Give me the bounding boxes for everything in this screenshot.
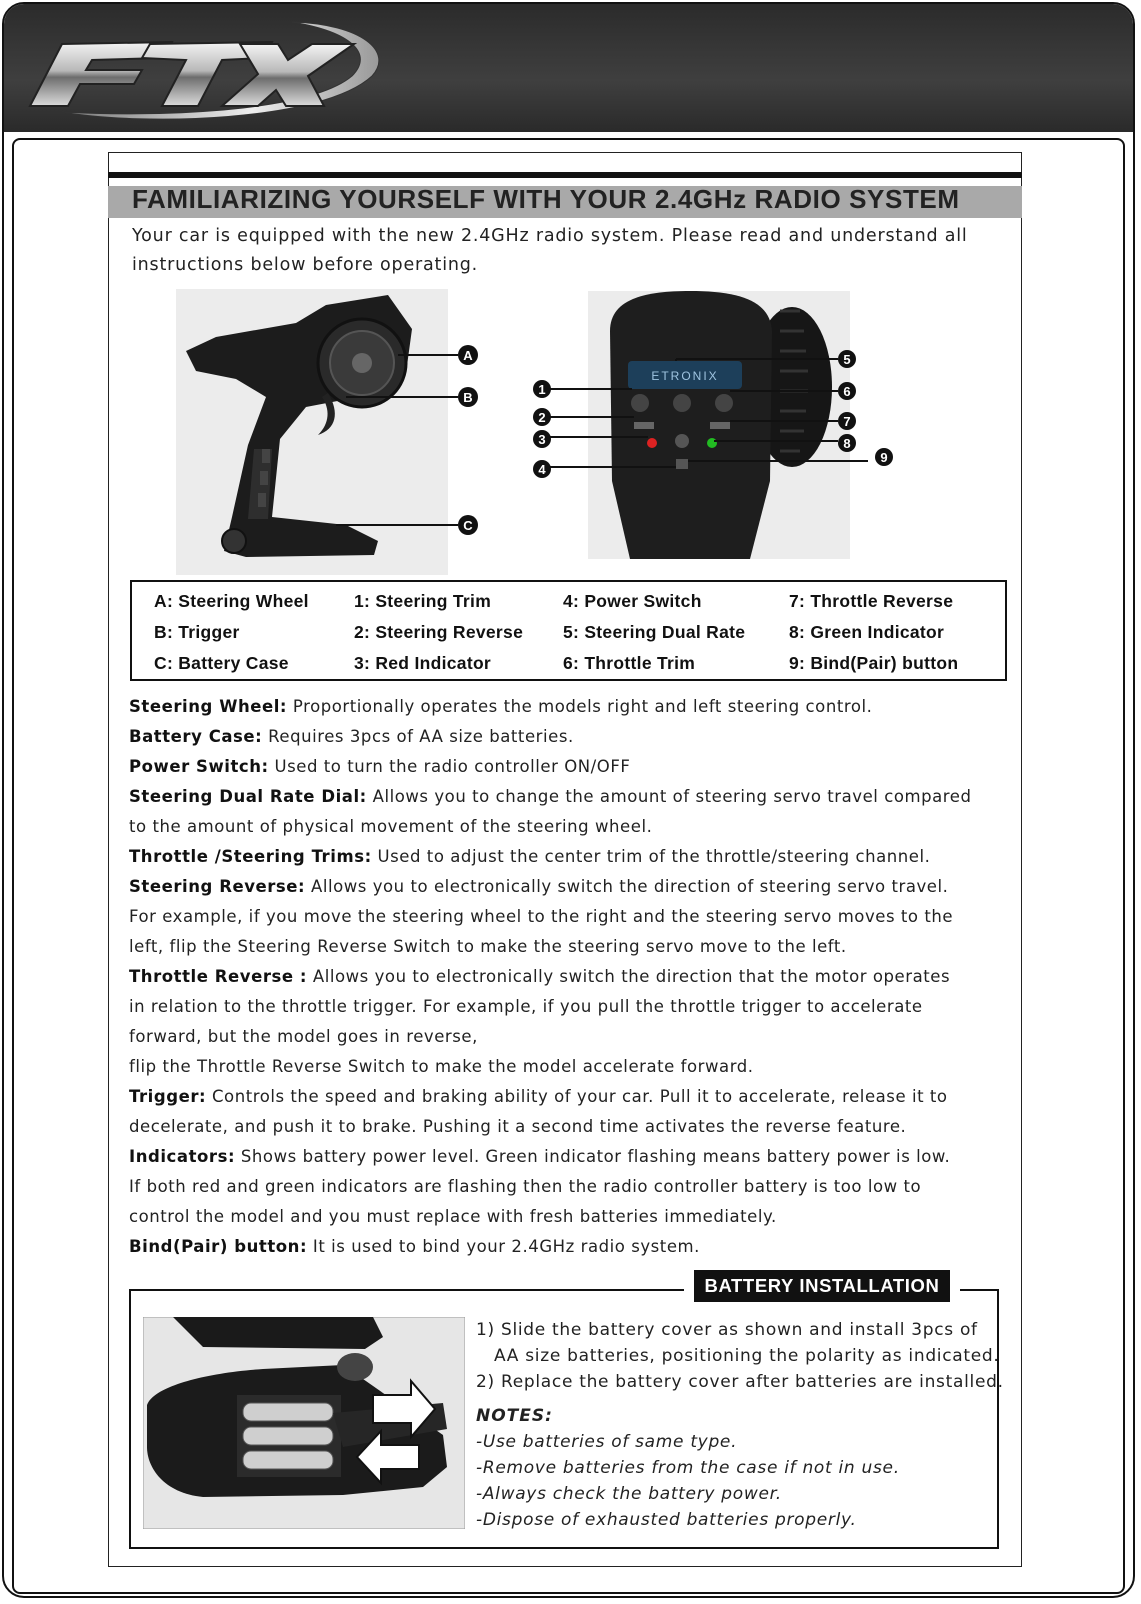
battery-step-1-cont: AA size batteries, positioning the polarity as indicated. <box>494 1346 1000 1366</box>
desc-line: Battery Case: Requires 3pcs of AA size batteries. <box>129 727 574 746</box>
callout-6: 6 <box>843 384 851 399</box>
desc-line: decelerate, and push it to brake. Pushing it a second time activates the reverse feature. <box>129 1117 907 1136</box>
ref-green-indicator: 8: Green Indicator <box>789 622 945 642</box>
svg-text:C: C <box>463 518 473 533</box>
ref-steering-trim: 1: Steering Trim <box>354 591 492 611</box>
callout-8: 8 <box>843 436 851 451</box>
callout-4: 4 <box>538 462 546 477</box>
desc-line: Power Switch: Used to turn the radio controller ON/OFF <box>129 757 631 776</box>
note-item: -Dispose of exhausted batteries properly. <box>476 1510 857 1530</box>
callout-a <box>458 345 478 365</box>
ref-battery-case: C: Battery Case <box>154 653 289 673</box>
note-item: -Remove batteries from the case if not in use. <box>476 1458 900 1478</box>
ref-bind-button: 9: Bind(Pair) button <box>789 653 959 673</box>
desc-line: Throttle Reverse : Allows you to electronically switch the direction that the motor operates <box>129 967 951 986</box>
svg-text:A: A <box>463 348 473 363</box>
etronix-label: ETRONIX <box>651 369 719 383</box>
ref-throttle-trim: 6: Throttle Trim <box>563 653 696 673</box>
desc-line: Steering Wheel: Proportionally operates the models right and left steering control. <box>129 697 873 716</box>
desc-line: Indicators: Shows battery power level. Green indicator flashing means battery power is low. <box>129 1147 951 1166</box>
transmitter-front-photo <box>530 291 910 561</box>
ref-steering-wheel: A: Steering Wheel <box>154 591 309 611</box>
ref-power-switch: 4: Power Switch <box>563 591 702 611</box>
intro-text: Your car is equipped with the new 2.4GHz radio system. Please read and understand all instructions below before operating. <box>132 226 968 275</box>
note-item: -Use batteries of same type. <box>476 1432 738 1452</box>
battery-installation-heading: BATTERY INSTALLATION <box>684 1270 960 1304</box>
callout-9: 9 <box>880 450 888 465</box>
desc-line: flip the Throttle Reverse Switch to make the model accelerate forward. <box>129 1057 754 1076</box>
desc-line: Bind(Pair) button: It is used to bind your 2.4GHz radio system. <box>129 1237 700 1256</box>
page-title: FAMILIARIZING YOURSELF WITH YOUR 2.4GHz RADIO SYSTEM <box>132 184 960 214</box>
battery-step-1: 1) Slide the battery cover as shown and install 3pcs of <box>476 1320 978 1340</box>
ref-red-indicator: 3: Red Indicator <box>354 653 492 673</box>
callout-c <box>458 515 478 535</box>
notes-title: NOTES: <box>476 1406 553 1426</box>
callout-3: 3 <box>538 432 546 447</box>
desc-line: If both red and green indicators are flashing then the radio controller battery is too low to <box>129 1177 922 1196</box>
ref-steering-reverse: 2: Steering Reverse <box>354 622 524 642</box>
transmitter-side-photo <box>176 289 494 575</box>
callout-b <box>458 387 478 407</box>
ftx-logo <box>22 14 392 126</box>
battery-step-2: 2) Replace the battery cover after batteries are installed. <box>476 1372 1004 1392</box>
desc-line: control the model and you must replace with fresh batteries immediately. <box>129 1207 777 1226</box>
ref-trigger: B: Trigger <box>154 622 240 642</box>
note-item: -Always check the battery power. <box>476 1484 782 1504</box>
desc-line: Steering Dual Rate Dial: Allows you to change the amount of steering servo travel compared <box>129 787 972 806</box>
header-band <box>4 4 1133 132</box>
svg-text:B: B <box>463 390 473 405</box>
desc-line: to the amount of physical movement of the steering wheel. <box>129 817 653 836</box>
desc-line: in relation to the throttle trigger. For example, if you pull the throttle trigger to accelerate <box>129 997 923 1016</box>
desc-line: For example, if you move the steering wheel to the right and the steering servo moves to the <box>129 907 954 926</box>
desc-line: Trigger: Controls the speed and braking ability of your car. Pull it to accelerate, release it to <box>129 1087 948 1106</box>
callout-5: 5 <box>843 352 851 367</box>
desc-line: forward, but the model goes in reverse, <box>129 1027 478 1046</box>
callout-2: 2 <box>538 410 546 425</box>
desc-line: Steering Reverse: Allows you to electronically switch the direction of steering servo travel. <box>129 877 949 896</box>
callout-7: 7 <box>843 414 851 429</box>
ref-steering-dual-rate: 5: Steering Dual Rate <box>563 622 746 642</box>
desc-line: Throttle /Steering Trims: Used to adjust the center trim of the throttle/steering channel. <box>129 847 931 866</box>
desc-line: left, flip the Steering Reverse Switch to make the steering servo move to the left. <box>129 937 847 956</box>
callout-1: 1 <box>538 382 546 397</box>
battery-photo <box>143 1317 465 1529</box>
top-rule <box>108 172 1022 178</box>
ref-throttle-reverse: 7: Throttle Reverse <box>789 591 954 611</box>
